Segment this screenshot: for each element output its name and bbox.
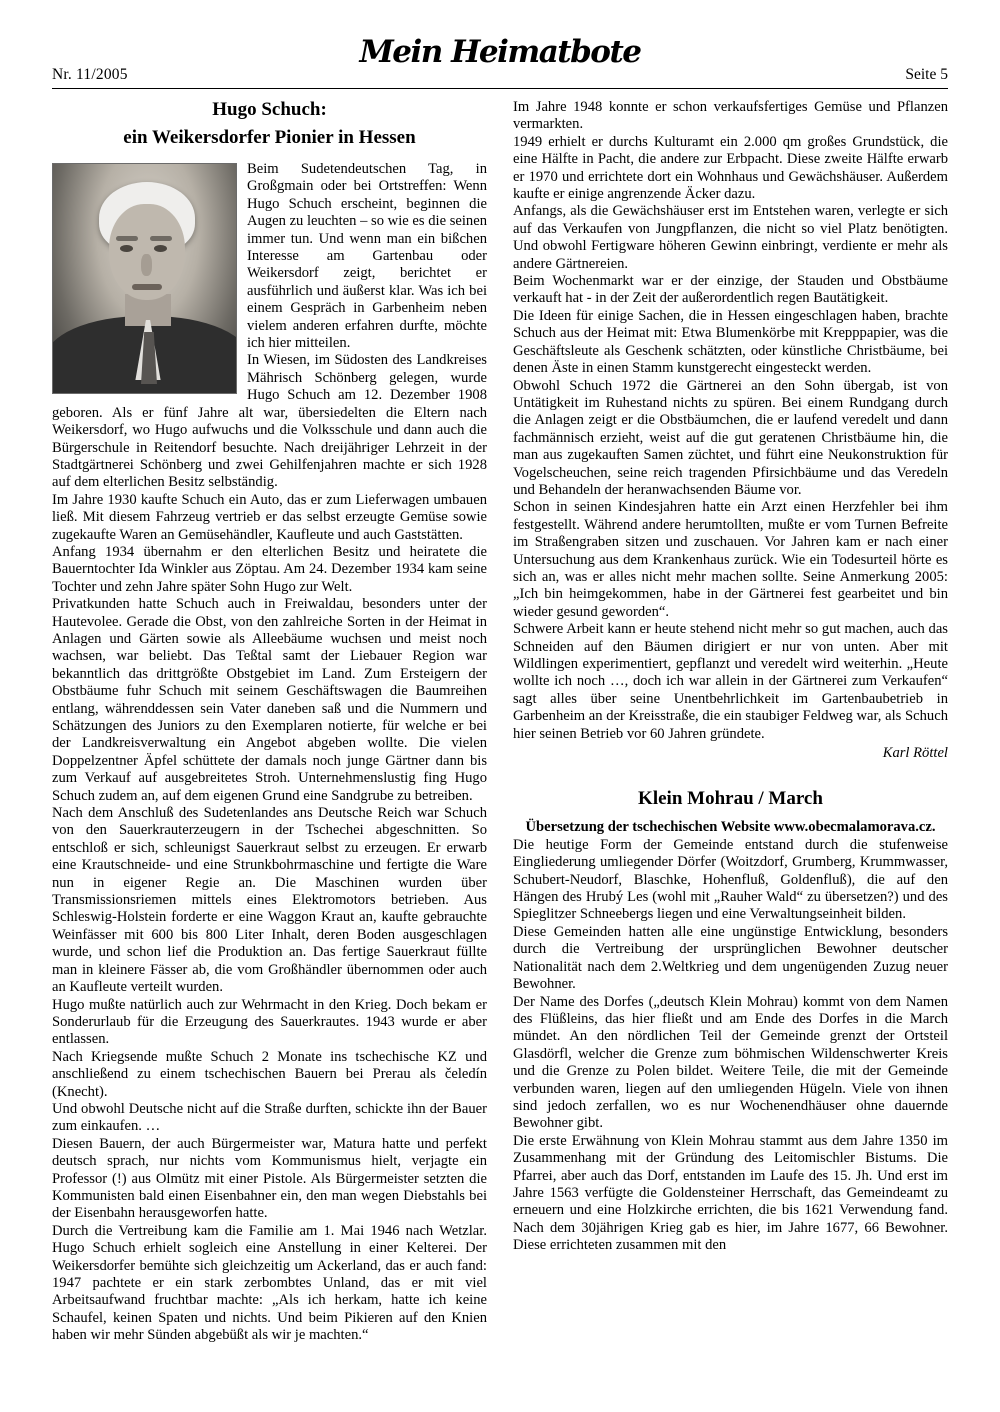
paragraph: 1949 erhielt er durchs Kulturamt ein 2.000 qm großes Grundstück, die eine Hälfte in Pacht, die andere zur Erbpacht. Diese zweite Hälfte erwarb er 1970 und errichtete dort ein Wohnhaus und Gewächshäuser. Außerdem kaufte er einige angrenzende Äcker dazu. xyxy=(513,133,948,203)
photo-brow-right xyxy=(150,236,172,241)
right-column xyxy=(513,99,948,1255)
second-article-source-note: Übersetzung der tschechischen Website www.obecmalamorava.cz. xyxy=(525,819,936,836)
paragraph: Hugo mußte natürlich auch zur Wehrmacht in den Krieg. Doch bekam er Sonderurlaub für die Erzeugung des Sauerkrautes. 1943 wurde er aber entlassen. xyxy=(52,996,487,1048)
paragraph: Anfang 1934 übernahm er den elterlichen Besitz und heiratete die Bauerntochter Ida Winkler aus Zöptau. Am 24. Dezember 1934 kam seine Tochter und zehn Jahre später Sohn Hugo zur Welt. xyxy=(52,543,487,595)
paragraph: In Wiesen, im Südosten des Landkreises Mährisch Schönberg gelegen, wurde Hugo Schuch am 12. Dezember 1908 geboren. Als er fünf Jahre alt war, übersiedelten die Eltern nach Weikersdorf, wo Hugo aufwuchs und die Volksschule und dann auch die Bürgerschule in Reitendorf besuchte. Nach dreijähriger Lehrzeit in der Stadtgärtnerei Schönberg und zwei Gehilfenjahren machte er sich 1928 auf dem elterlichen Besitz selbständig. xyxy=(52,352,487,491)
paragraph: Diese Gemeinden hatten alle eine ungünstige Entwicklung, besonders durch die Vertreibung der ursprünglichen Bewohner deutscher Nationalität nach dem 2.Weltkrieg und dem ungenügenden Zuzug neuer Bewohner. xyxy=(513,923,948,993)
newspaper-title: Mein Heimatbote xyxy=(359,34,641,70)
issue-number: Nr. 11/2005 xyxy=(52,66,128,83)
paragraph: Die erste Erwähnung von Klein Mohrau stammt aus dem Jahre 1350 im Zusammenhang mit der Gründung des Leitomischler Bistums. Die Pfarrei, aber auch das Dorf, entstanden im Laufe des 15. Jh. Und erst im Jahre 1563 verfügte die Goldensteiner Herrschaft, das Gemeindeamt zu erneuern und eine Holzkirche errichten, die bis 1621 Verwendung fand. Nach dem 30jährigen Krieg gab es hier, im Jahre 1677, 66 Bewohner. Diese errichteten zusammen mit den xyxy=(513,1132,948,1254)
masthead xyxy=(52,34,948,84)
paragraph: Diesen Bauern, der auch Bürgermeister war, Matura hatte und perfekt deutsch sprach, nur nichts vom Kommunismus hielt, verjagte ein Professor (!) aus Olmütz mit einer Pistole. Als Bürgermeister setzten die Kommunisten bald einen Eisenbahner ein, den man wegen Diebstahls bei der Eisenbahn herausgeworfen hatte. xyxy=(52,1135,487,1222)
left-column xyxy=(52,99,487,1345)
paragraph: Durch die Vertreibung kam die Familie am 1. Mai 1946 nach Wetzlar. Hugo Schuch erhielt sogleich eine Anstellung in einer Kelterei. Der Weikersdorfer bemühte sich gleichzeitig um Ackerland, das er auch fand: 1947 pachtete er ein stark zerbombtes Unland, das er mit viel Arbeitsaufwand fruchtbar machte: „Als ich herkam, hatte ich keine Schaufel, keinen Spaten und nichts. Und beim Pikieren auf den Knien haben wir mehr Sünden abgebüßt als wir je machten.“ xyxy=(52,1222,487,1344)
paragraph: Die heutige Form der Gemeinde entstand durch die stufenweise Eingliederung umliegender Dörfer (Woitzdorf, Grumberg, Krummwasser, Schubert-Neudorf, Blaschke, Hohenfluß, Goldenfluß), die auf den Hängen des Hrubý Les (wohl mit „Rauher Wald“ zu übersetzen?) und des Spieglitzer Schneebergs liegen und eine Verwaltungseinheit bilden. xyxy=(513,836,948,923)
paragraph: Privatkunden hatte Schuch auch in Freiwaldau, besonders unter der Hautevolee. Gerade die Obst, von den zahlreiche Sorten in der Heimat in Anlagen und Gärten sowie als Alleebäume wuchsen und meist noch wachsen, war beliebt. Das Teßtal samt der Liebauer Region war bekanntlich das drittgrößte Obstgebiet im Land. Zum Ersteigern der Obstbäume fuhr Schuch mit seinem Geschäftswagen die Baumreihen entlang, währenddessen sein Vater daneben saß und die Nummern und Schätzungen des Juniors zu den Exemplaren notierte, für welche er bei der Landkreisverwaltung ein Angebot abgeben wollte. Die vielen Doppelzentner Äpfel schüttete der damals noch junge Gärtner dann bis zum Verkauf auf ausgebreitetes Stroh. Unternehmenslustig fing Hugo Schuch zudem an, auf dem eigenen Grund eine Sandgrube zu betreiben. xyxy=(52,596,487,804)
article-byline: Karl Röttel xyxy=(882,745,948,762)
paragraph: Der Name des Dorfes („deutsch Klein Mohrau) kommt von dem Namen des Flüßleins, das hier fließt und am Ende des Dorfes in die March mündet. An den nördlichen Teil der Gemeinde grenzt der Ortsteil Glasdörfl, welcher die Grenze zum böhmischen Wildenschwerter Kreis und die Grenze zu Polen bildet. Weitere Teile, die mit der Gemeinde verbunden waren, liegen auf den umliegenden Hügeln. Viele von ihnen sind jedoch zerfallen, wo es nur Wochenendhäuser ohne dauernde Bewohner gibt. xyxy=(513,993,948,1132)
paragraph: Schon in seinen Kindesjahren hatte ein Arzt einen Herzfehler bei ihm festgestellt. Während andere herumtollten, mußte er vom Turnen Befreite im Straßengraben sitzen und zuschauen. Vor Jahren kam er nach einer Untersuchung aus dem Krankenhaus zurück. Wie ein Todesurteil hörte es sich an, was er alles nicht mehr machen sollte. Seine Anmerkung 2005: „Ich bin heimgekommen, habe in der Gärtnerei fest gearbeitet und bin wieder gesund geworden“. xyxy=(513,499,948,620)
paragraph: Beim Wochenmarkt war er der einzige, der Stauden und Obstbäume verkauft hat - in der Zeit der außerordentlich regen Bautätigkeit. xyxy=(513,273,948,307)
paragraph: Die Ideen für einige Sachen, die in Hessen eingeschlagen haben, brachte Schuch aus der Heimat mit: Etwa Blumenkörbe mit Krepppapier, was die Geschäftsleute als Geschenk schätzten, oder künstliche Christbäume, bei denen Äste in einen Stamm kunstgerecht eingesteckt werden. xyxy=(513,307,948,377)
article-subtitle: ein Weikersdorfer Pionier in Hessen xyxy=(123,127,416,148)
photo-eye-left xyxy=(120,245,133,252)
photo-mouth xyxy=(132,284,162,290)
header-divider xyxy=(52,88,948,89)
page-columns xyxy=(52,99,948,1345)
paragraph: Obwohl Schuch 1972 die Gärtnerei an den Sohn übergab, ist von Untätigkeit im Ruhestand nichts zu spüren. Bei einem Rundgang durch die Anlagen zeigt er die Obstbäumchen, die er laufend veredelt und dann fachmännisch erzieht, weist auf die gut geratenen Christbäume hin, die man aus zugekauften Samen züchtet, und führt eine Neukonstruktion für Vogelscheuchen, seine reich tragenden Pfirsichbäume und das Veredeln und Behandeln der heranwachsenden Bäume vor. xyxy=(513,377,948,498)
photo-brow-left xyxy=(116,236,138,241)
photo-eye-right xyxy=(154,245,167,252)
paragraph: Im Jahre 1930 kaufte Schuch ein Auto, das er zum Lieferwagen umbauen ließ. Mit diesem Fahrzeug vertrieb er das selbst erzeugte Gemüse sowie zugekaufte Waren an Gemüsehändler, Kaufleute und auch Gaststätten. xyxy=(52,491,487,543)
paragraph: Nach dem Anschluß des Sudetenlandes ans Deutsche Reich war Schuch von den Sauerkrauterzeugern in der Tschechei abgeschnitten. So entschloß er sich, schleunigst Sauerkraut selbst zu erzeugen. Er erwarb eine Krautschneide- und eine Strunkbohrmaschine und fertigte die Ware nun in eigener Regie an. Die Maschinen wurden über Transmissionsriemen mittels eines Elektromotors betrieben. Aus Schleswig-Holstein forderte er eine Waggon Kraut an, kaufte gebrauchte Weinfässer mit 600 bis 800 Liter Inhalt, deren Boden ausgeschlagen wurde, und schon lief die Produktion an. Das fertige Sauerkraut füllte man in kleinere Fässer ab, die vom Großhändler übernommen oder auch an Kaufleute verteilt wurden. xyxy=(52,805,487,996)
paragraph: Schwere Arbeit kann er heute stehend nicht mehr so gut machen, auch das Schneiden auf den Bäumen dirigiert er nur von unten. Aber mit Wildlingen experimentiert, gepflanzt und veredelt wird weiterhin. „Heute wollte ich noch …, doch ich war allein in der Gärtnerei zum Verkaufen“ sagt alles über seine Unentbehrlichkeit im Gartenbaubetrieb in Garbenheim an der Kreisstraße, die ein staubiger Feldweg war, als Schuch hier seinen Betrieb vor 60 Jahren gründete. xyxy=(513,621,948,742)
article-title: Hugo Schuch: xyxy=(212,99,327,120)
page-number: Seite 5 xyxy=(905,66,948,83)
paragraph: Nach Kriegsende mußte Schuch 2 Monate ins tschechische KZ und anschließend zu einem tschechischen Bauern bei Prerau als čeledín (Knecht). xyxy=(52,1048,487,1100)
paragraph: Und obwohl Deutsche nicht auf die Straße durften, schickte ihn der Bauer zum einkaufen. … xyxy=(52,1100,487,1135)
paragraph: Im Jahre 1948 konnte er schon verkaufsfertiges Gemüse und Pflanzen vermarkten. xyxy=(513,99,948,133)
paragraph: Anfangs, als die Gewächshäuser erst im Entstehen waren, verlegte er sich auf das Verkaufen von Jungpflanzen, die nicht so viel Platz benötigten. Und obwohl Fertigware höheren Gewinn einbringt, verdiente er mehr als andere Gärtnereien. xyxy=(513,203,948,272)
portrait-photo xyxy=(52,163,237,394)
paragraph: Beim Sudetendeutschen Tag, in Großgmain oder bei Ortstreffen: Wenn Hugo Schuch erscheint, beginnen die Augen zu leuchten – so wie es die seinen immer tun. Und wenn man ein bißchen Interesse am Gartenbau oder Weikersdorf zeigt, berichtet er ausführlich und äußerst klar. Was ich bei einem Gespräch in Garbenheim neben vielem anderen erfahren durfte, möchte ich hier mitteilen. xyxy=(247,161,487,352)
second-article-title: Klein Mohrau / March xyxy=(638,788,823,810)
photo-nose xyxy=(141,254,152,276)
